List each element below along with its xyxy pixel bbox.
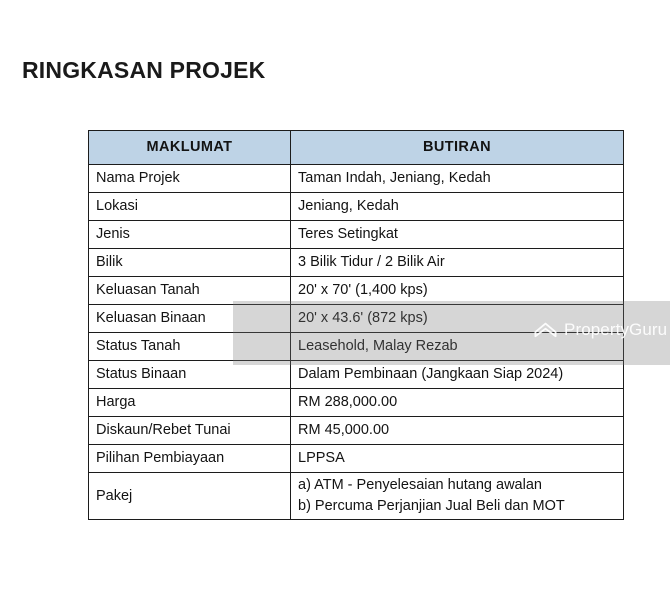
row-value: LPPSA	[291, 445, 624, 473]
table-row	[89, 305, 624, 333]
row-label: Pakej	[89, 473, 291, 520]
row-value: RM 288,000.00	[291, 389, 624, 417]
row-label: Harga	[89, 389, 291, 417]
row-value	[291, 473, 624, 520]
row-label: Pilihan Pembiayaan	[89, 445, 291, 473]
table-row	[89, 361, 624, 389]
row-value: Leasehold, Malay Rezab	[291, 333, 624, 361]
table-row	[89, 193, 624, 221]
row-value: Dalam Pembinaan (Jangkaan Siap 2024)	[291, 361, 624, 389]
row-label: Status Tanah	[89, 333, 291, 361]
table-row	[89, 445, 624, 473]
row-value: 20' x 43.6' (872 kps)	[291, 305, 624, 333]
table-row	[89, 417, 624, 445]
row-label: Diskaun/Rebet Tunai	[89, 417, 291, 445]
row-value-line: a) ATM - Penyelesaian hutang awalan	[298, 477, 542, 494]
project-summary-table	[88, 130, 624, 520]
table-row	[89, 333, 624, 361]
row-value-lines	[298, 475, 623, 516]
row-value: Jeniang, Kedah	[291, 193, 624, 221]
watermark-brand-text: PropertyGuru	[564, 319, 668, 339]
row-value: 20' x 70' (1,400 kps)	[291, 277, 624, 305]
table-row	[89, 165, 624, 193]
page-title: RINGKASAN PROJEK	[22, 57, 266, 83]
table-row	[89, 473, 624, 520]
table-row	[89, 221, 624, 249]
row-value: RM 45,000.00	[291, 417, 624, 445]
row-value-line: b) Percuma Perjanjian Jual Beli dan MOT	[298, 498, 565, 514]
column-header-maklumat: MAKLUMAT	[89, 131, 291, 165]
row-value: Taman Indah, Jeniang, Kedah	[291, 165, 624, 193]
row-label: Nama Projek	[89, 165, 291, 193]
row-label: Jenis	[89, 221, 291, 249]
table-row	[89, 389, 624, 417]
row-value: Teres Setingkat	[291, 221, 624, 249]
table-row	[89, 277, 624, 305]
table-row	[89, 249, 624, 277]
row-label: Bilik	[89, 249, 291, 277]
column-header-butiran: BUTIRAN	[291, 131, 624, 165]
row-label: Keluasan Binaan	[89, 305, 291, 333]
row-value: 3 Bilik Tidur / 2 Bilik Air	[291, 249, 624, 277]
table-header	[89, 131, 624, 165]
table-header-row	[89, 131, 624, 165]
table-body	[89, 165, 624, 520]
row-label: Keluasan Tanah	[89, 277, 291, 305]
row-label: Lokasi	[89, 193, 291, 221]
row-label: Status Binaan	[89, 361, 291, 389]
